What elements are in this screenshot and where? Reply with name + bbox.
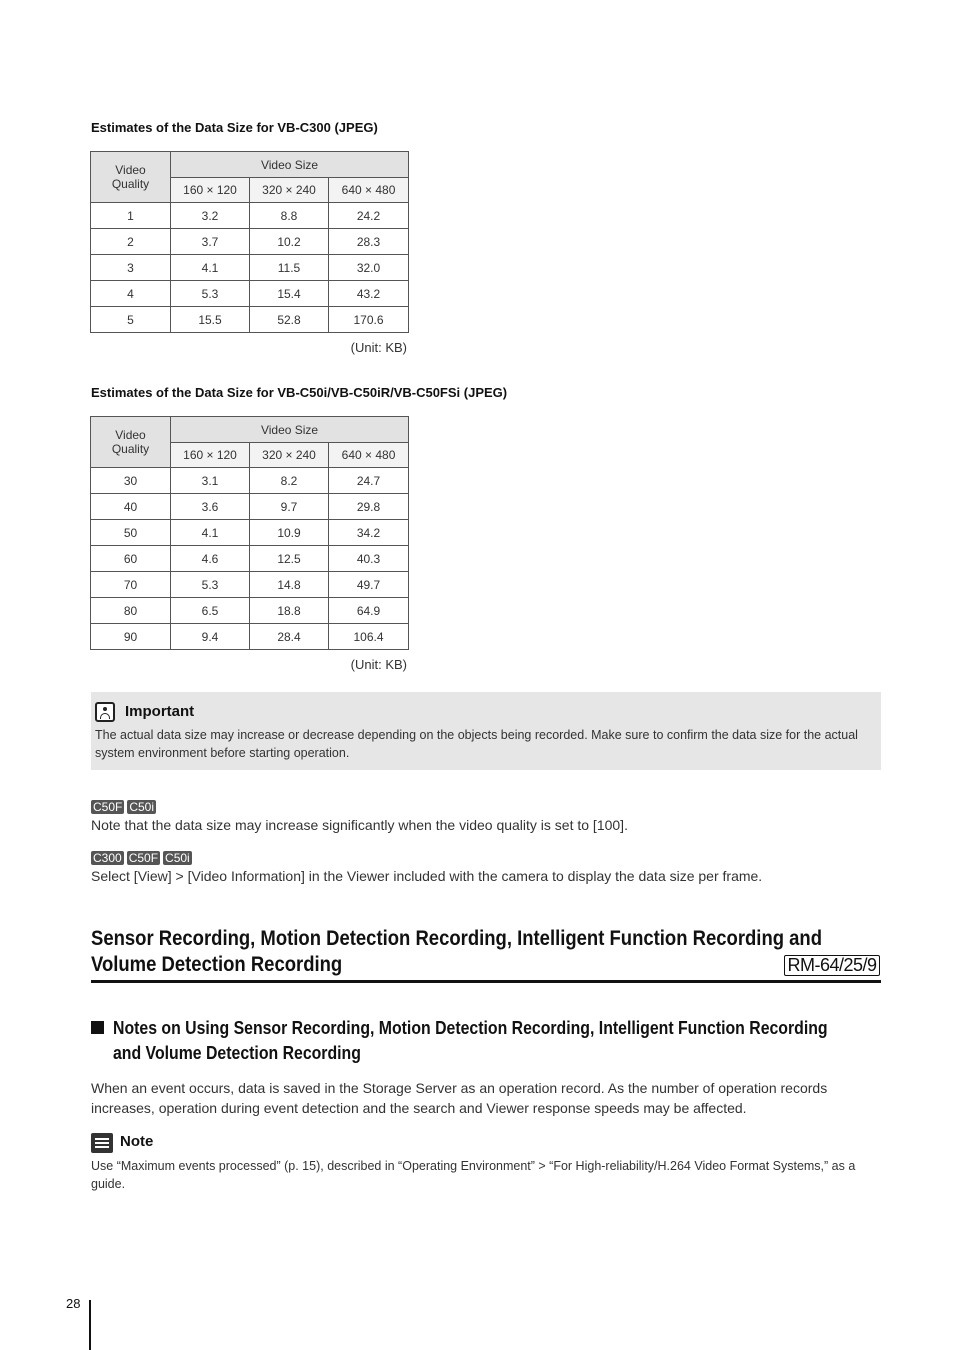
- section-title-line1: Sensor Recording, Motion Detection Recording, Intelligent Function Recording and: [91, 927, 823, 950]
- note-title: Note: [120, 1133, 154, 1150]
- table-cell: 2: [91, 229, 171, 255]
- table-row: [91, 255, 409, 281]
- table-cell: 5: [91, 307, 171, 333]
- table-cell: 24.2: [329, 203, 409, 229]
- data-size-table-c300: [90, 151, 409, 333]
- table-cell: 8.8: [250, 203, 329, 229]
- table-cell: 10.9: [250, 520, 329, 546]
- table-cell: 3: [91, 255, 171, 281]
- page-marker-bar: [89, 1300, 91, 1350]
- table-cell: 50: [91, 520, 171, 546]
- table-cell: 106.4: [329, 624, 409, 650]
- note1-text: Note that the data size may increase significantly when the video quality is set to [100].: [91, 817, 628, 833]
- table-cell: 34.2: [329, 520, 409, 546]
- table-cell: 6.5: [171, 598, 250, 624]
- model-badge: C50i: [129, 800, 155, 814]
- model-badge: C50i: [165, 851, 190, 865]
- section-title-line2: Volume Detection Recording: [91, 953, 343, 976]
- model-badges-2: [91, 849, 195, 867]
- table-cell: 28.3: [329, 229, 409, 255]
- table-cell: 29.8: [329, 494, 409, 520]
- table-cell: 4: [91, 281, 171, 307]
- table-row: [91, 468, 409, 494]
- table-cell: 32.0: [329, 255, 409, 281]
- table-row: [91, 520, 409, 546]
- table-cell: 5.3: [171, 281, 250, 307]
- model-badge: C300: [93, 851, 122, 865]
- important-box: [91, 692, 881, 770]
- important-icon: [95, 702, 115, 722]
- rm-model-badge: RM-64/25/9: [784, 955, 880, 976]
- table-cell: 28.4: [250, 624, 329, 650]
- section-title: [91, 926, 823, 978]
- table1-title: Estimates of the Data Size for VB-C300 (JPEG): [91, 120, 378, 135]
- table-cell: 24.7: [329, 468, 409, 494]
- table-cell: 4.6: [171, 546, 250, 572]
- table-row: [91, 572, 409, 598]
- section-rule: [91, 980, 881, 983]
- table1-unit: (Unit: KB): [350, 340, 407, 355]
- table-cell: 52.8: [250, 307, 329, 333]
- table-row: [91, 624, 409, 650]
- subsection-title-line1: Notes on Using Sensor Recording, Motion Detection Recording, Intelligent Function Recording: [113, 1018, 828, 1038]
- col-header-video-size: Video Size: [171, 417, 409, 443]
- table-cell: 9.7: [250, 494, 329, 520]
- table-cell: 15.5: [171, 307, 250, 333]
- table-cell: 3.2: [171, 203, 250, 229]
- table-row: [91, 281, 409, 307]
- table-cell: 10.2: [250, 229, 329, 255]
- table-row: [91, 203, 409, 229]
- table-cell: 40: [91, 494, 171, 520]
- table-cell: 170.6: [329, 307, 409, 333]
- table-cell: 64.9: [329, 598, 409, 624]
- table-cell: 18.8: [250, 598, 329, 624]
- table-cell: 1: [91, 203, 171, 229]
- subsection-title: [113, 1016, 879, 1066]
- subsection-title-line2: and Volume Detection Recording: [113, 1043, 361, 1063]
- table-cell: 60: [91, 546, 171, 572]
- subsection-body: When an event occurs, data is saved in the Storage Server as an operation record. As the number of operation records increases, operation during event detection and the search and Viewer response speeds may be affected.: [91, 1080, 828, 1116]
- col-header-size: 160 × 120: [171, 443, 250, 468]
- table-cell: 3.6: [171, 494, 250, 520]
- table-cell: 8.2: [250, 468, 329, 494]
- note-text: Use “Maximum events processed” (p. 15), described in “Operating Environment” > “For High-reliability/H.264 Video Format Systems,” as a guide.: [91, 1159, 856, 1191]
- table-cell: 40.3: [329, 546, 409, 572]
- table-cell: 14.8: [250, 572, 329, 598]
- table-row: [91, 307, 409, 333]
- square-bullet-icon: [91, 1021, 104, 1034]
- table-row: [91, 494, 409, 520]
- note2-text: Select [View] > [Video Information] in the Viewer included with the camera to display the data size per frame.: [91, 868, 763, 884]
- note-icon: [91, 1133, 113, 1153]
- col-header-quality: Video Quality: [91, 152, 171, 203]
- table-cell: 3.1: [171, 468, 250, 494]
- model-badge: C50F: [128, 851, 159, 865]
- table-cell: 80: [91, 598, 171, 624]
- col-header-quality: Video Quality: [91, 417, 171, 468]
- table-cell: 15.4: [250, 281, 329, 307]
- important-text: The actual data size may increase or decrease depending on the objects being recorded. Make sure to confirm the data size for the actual system environment before starting operation.: [95, 728, 858, 760]
- table-row: [91, 598, 409, 624]
- table-cell: 3.7: [171, 229, 250, 255]
- table-cell: 49.7: [329, 572, 409, 598]
- table-cell: 70: [91, 572, 171, 598]
- col-header-size: 320 × 240: [250, 178, 329, 203]
- col-header-size: 640 × 480: [329, 443, 409, 468]
- table-cell: 12.5: [250, 546, 329, 572]
- page-number: 28: [66, 1296, 81, 1311]
- table2-unit: (Unit: KB): [350, 657, 407, 672]
- table-row: [91, 546, 409, 572]
- table-cell: 11.5: [250, 255, 329, 281]
- table-cell: 43.2: [329, 281, 409, 307]
- table-cell: 30: [91, 468, 171, 494]
- col-header-size: 640 × 480: [329, 178, 409, 203]
- important-title: Important: [125, 703, 195, 720]
- col-header-size: 320 × 240: [250, 443, 329, 468]
- table-cell: 4.1: [171, 520, 250, 546]
- col-header-video-size: Video Size: [171, 152, 409, 178]
- data-size-table-c50i: [90, 416, 409, 650]
- table-cell: 5.3: [171, 572, 250, 598]
- table-cell: 4.1: [171, 255, 250, 281]
- table-cell: 90: [91, 624, 171, 650]
- table-row: [91, 229, 409, 255]
- table-cell: 9.4: [171, 624, 250, 650]
- col-header-size: 160 × 120: [171, 178, 250, 203]
- table2-title: Estimates of the Data Size for VB-C50i/VB-C50iR/VB-C50FSi (JPEG): [91, 385, 508, 400]
- model-badges-1: [91, 798, 159, 816]
- model-badge: C50F: [93, 800, 123, 814]
